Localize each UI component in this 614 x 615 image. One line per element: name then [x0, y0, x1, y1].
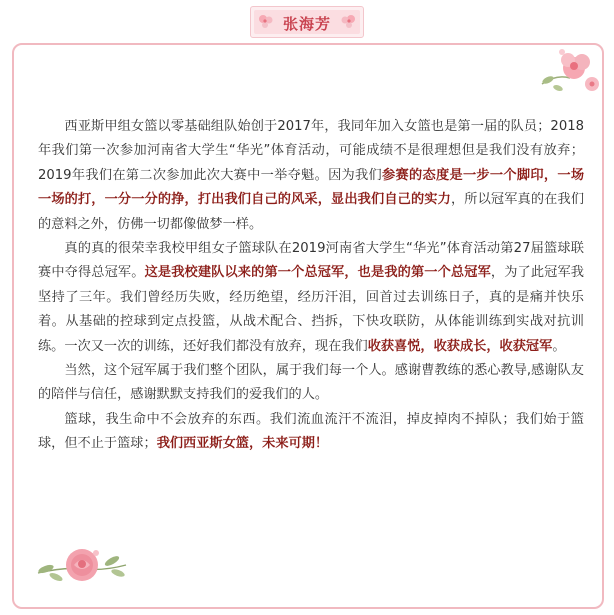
paragraph-text: ，为了此冠军我坚持了三年。我们曾经历失败，经历绝望，经历汗泪，回首过去训练日子，真的是痛并快乐着。从基础的控球到定点投篮，从战术配合、挡拆，下快攻联防，从体能训练到实战对抗训练。一次又一次的训练，还好我们都没有放弃，现在我们 [38, 265, 584, 354]
rose-bouquet-icon [34, 543, 130, 591]
paragraph-text: ，所以冠军真的在我们的意料之外，仿佛一切都像做梦一样。 [38, 192, 585, 232]
highlight-text: 收获喜悦，收获成长，收获冠军 [367, 338, 553, 354]
paragraph-text: 当然，这个冠军属于我们整个团队，属于我们每一个人。感谢曹教练的悉心教导,感谢队友的陪伴与信任，感谢默默支持我们的爱我们的人。 [38, 363, 584, 403]
paragraph-4 [38, 408, 584, 457]
article-body [38, 115, 584, 457]
paragraph-3 [38, 359, 584, 408]
highlight-text: 我们西亚斯女篮，未来可期！ [156, 436, 329, 452]
paragraph-1 [38, 115, 584, 237]
paragraph-text: 真的真的很荣幸我校甲组女子篮球队在2019河南省大学生“华光”体育活动第27届篮球联赛中夺得总冠军。 [38, 241, 584, 281]
title-tag [250, 6, 364, 38]
author-name: 张海芳 [282, 15, 331, 33]
paragraph-text: 西亚斯甲组女篮以零基础组队始创于2017年，我同年加入女篮也是第一届的队员；2018年我们第一次参加河南省大学生“华光”体育活动，可能成绩不是很理想但是我们没有放弃；2019年我们在第二次参加此次大赛中一举夺魁。因为我们 [38, 119, 584, 183]
highlight-text: 这是我校建队以来的第一个总冠军，也是我的第一个总冠军 [144, 265, 491, 281]
pink-flower-icon [536, 44, 602, 106]
highlight-text: 参赛的态度是一步一个脚印，一场一场的打，一分一分的挣，打出我们自己的风采，显出我们自己的实力 [38, 167, 585, 208]
paragraph-text: 篮球，我生命中不会放弃的东西。我们流血流汗不流泪，掉皮掉肉不掉队；我们始于篮球，但不止于篮球； [38, 411, 584, 452]
paragraph-text: 。 [552, 338, 566, 354]
paragraph-2 [38, 237, 584, 359]
